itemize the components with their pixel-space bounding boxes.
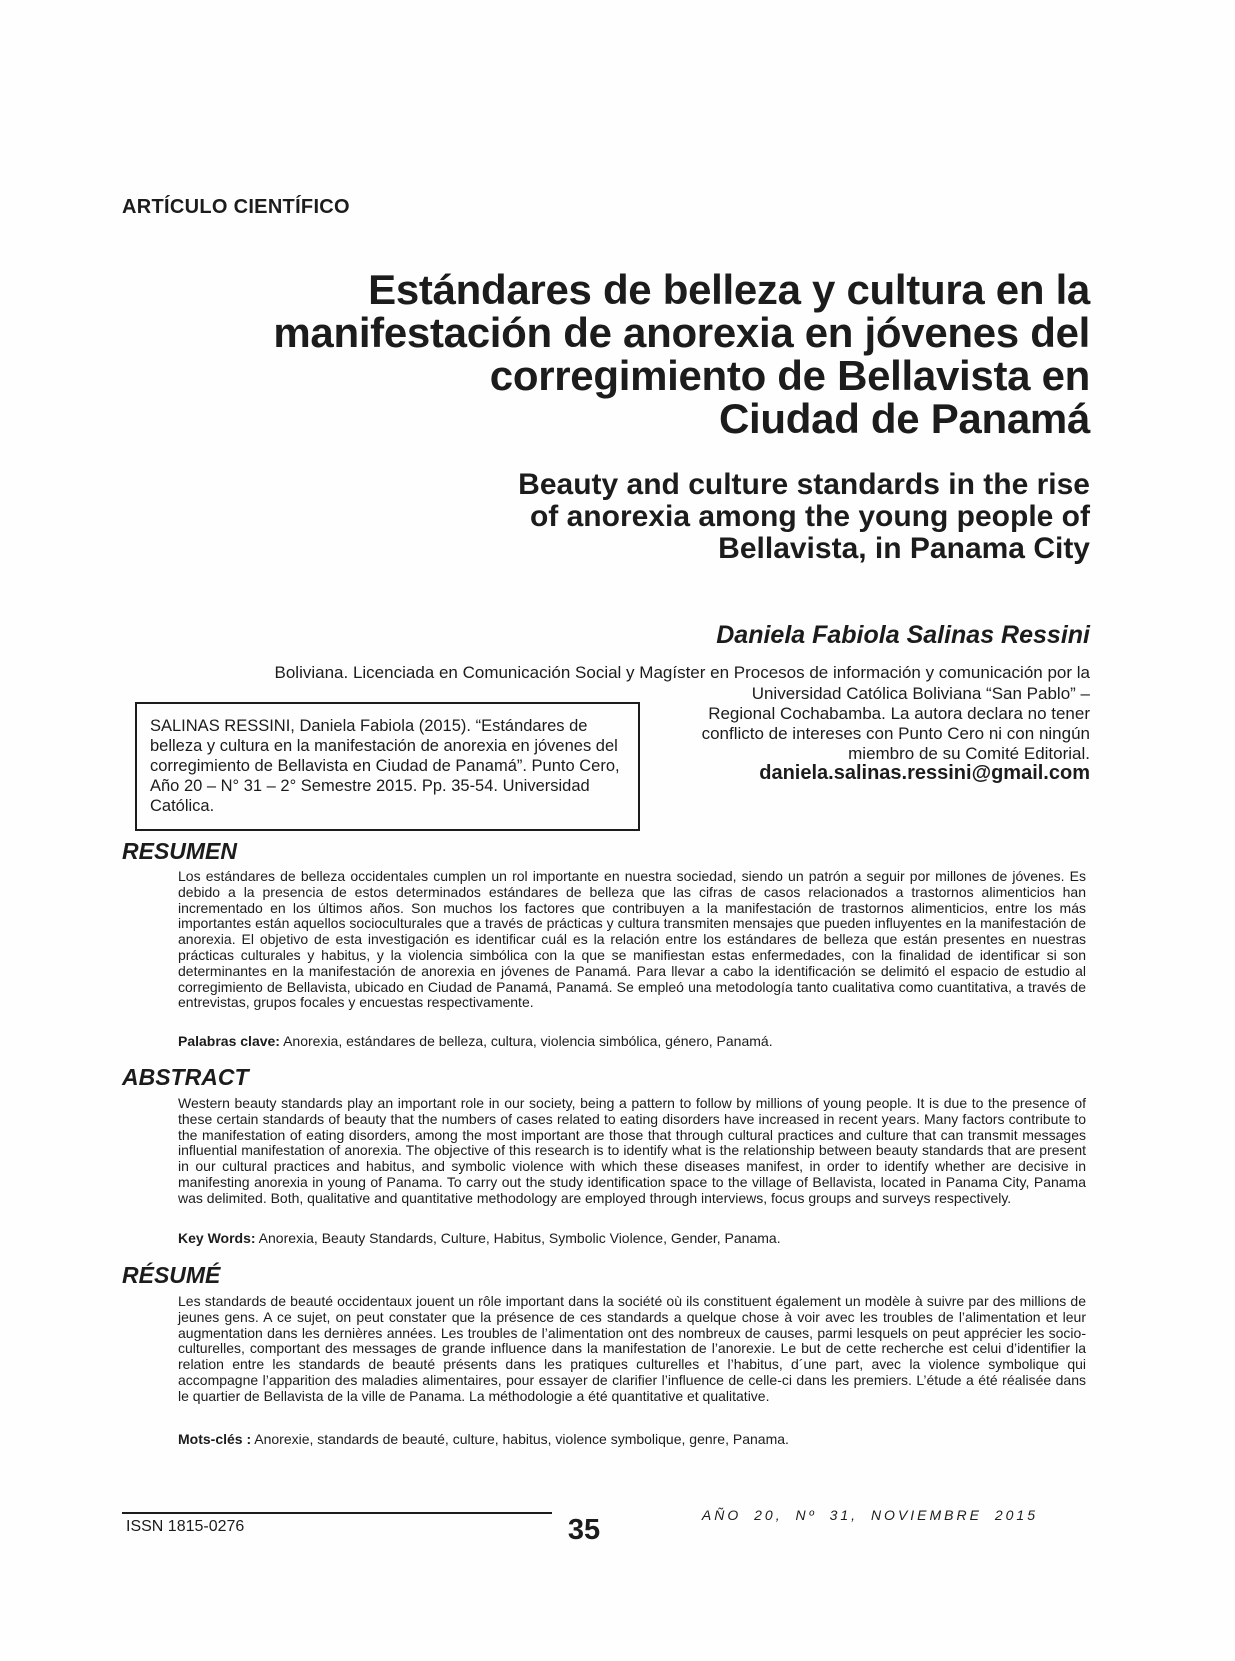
footer-divider xyxy=(122,1512,552,1514)
section-heading-resumen: RESUMEN xyxy=(122,838,238,864)
title-line: Bellavista, in Panama City xyxy=(718,532,1090,565)
article-type-label: ARTÍCULO CIENTÍFICO xyxy=(122,196,350,218)
section-heading-resume: RÉSUMÉ xyxy=(122,1262,221,1288)
keywords-resumen xyxy=(178,1034,1086,1050)
keywords-label: Key Words: xyxy=(178,1230,256,1246)
article-title-spanish xyxy=(273,268,1090,440)
issn-label: ISSN 1815-0276 xyxy=(126,1518,245,1535)
issue-info: AÑO 20, Nº 31, NOVIEMBRE 2015 xyxy=(701,1507,1038,1523)
title-line: manifestación de anorexia en jóvenes del xyxy=(273,309,1090,356)
title-line: corregimiento de Bellavista en xyxy=(489,352,1090,399)
author-email: daniela.salinas.ressini@gmail.com xyxy=(759,762,1090,784)
author-bio-intro: Boliviana. Licenciada en Comunicación Social y Magíster en Procesos de información y comunicación por la xyxy=(274,663,1090,682)
page-number: 35 xyxy=(567,1514,601,1546)
keywords-resume xyxy=(178,1432,1086,1448)
keywords-text: Anorexia, estándares de belleza, cultura, violencia simbólica, género, Panamá. xyxy=(279,1033,773,1049)
section-body-resume: Les standards de beauté occidentaux jouent un rôle important dans la société où ils constituent également un modèle à suivre par des millions de jeunes gens. A ce sujet, on peut constater que la présence de ces standards a quelque chose à voir avec les troubles de l’alimentation et leur augmentation dans les dernières années. Les troubles de l’alimentation ont des nombreux de causes, parmi lesquels on peut apprécier les socio-culturelles, comportant des messages de grande influence dans la manifestation de l’anorexie. Le but de cette recherche est celui d’identifier la relation entre les standards de beauté présents dans les pratiques culturelles et l’habitus, d´une part, avec la violence symbolique qui accompagne l’apparition des maladies alimentaires, pour essayer de clarifier l’influence de celle-ci dans les premiers. L’étude a été réalisée dans le quartier de Bellavista de la ville de Panama. La méthodologie a été quantitative et qualitative. xyxy=(178,1293,1086,1404)
author-bio-continued: Universidad Católica Boliviana “San Pablo” – Regional Cochabamba. La autora declara no tener conflicto de intereses con Punto Cero ni con ningún miembro de su Comité Editorial. xyxy=(701,684,1090,763)
keywords-label: Palabras clave: xyxy=(178,1033,280,1049)
author-name: Daniela Fabiola Salinas Ressini xyxy=(716,621,1090,649)
keywords-text: Anorexie, standards de beauté, culture, habitus, violence symbolique, genre, Panama. xyxy=(251,1431,789,1447)
section-body-resumen: Los estándares de belleza occidentales cumplen un rol importante en nuestra sociedad, siendo un patrón a seguir por millones de jóvenes. Es debido a la presencia de estos determinados estándares de belleza que las cifras de casos relacionados a trastornos alimenticios han incrementado en los últimos años. Son muchos los factores que contribuyen a la manifestación de trastornos alimenticios, entre los más importantes están aquellos socioculturales que a través de prácticas y cultura transmiten mensajes que pueden influyentes en la manifestación de anorexia. El objetivo de esta investigación es identificar cuál es la relación entre los estándares de belleza que están presentes en nuestras prácticas culturales y habitus, y la violencia simbólica con la que se manifiestan estas enfermedades, con la finalidad de identificar si son determinantes en la manifestación de anorexia en jóvenes de Panamá. Para llevar a cabo la identificación se delimitó el espacio de estudio al corregimiento de Bellavista, ubicado en Ciudad de Panamá, Panamá. Se empleó una metodología tanto cualitativa como cuantitativa, a través de entrevistas, grupos focales y encuestas respectivamente. xyxy=(178,868,1086,1011)
title-line: Beauty and culture standards in the rise xyxy=(518,468,1090,501)
citation-text: SALINAS RESSINI, Daniela Fabiola (2015). “Estándares de belleza y cultura en la manifestación de anorexia en jóvenes del corregimiento de Bellavista en Ciudad de Panamá”. Punto Cero, Año 20 – N° 31 – 2° Semestre 2015. Pp. 35-54. Universidad Católica. xyxy=(150,717,620,815)
keywords-text: Anorexia, Beauty Standards, Culture, Habitus, Symbolic Violence, Gender, Panama. xyxy=(255,1230,781,1246)
title-line: of anorexia among the young people of xyxy=(529,500,1090,533)
title-line: Ciudad de Panamá xyxy=(719,395,1090,442)
title-line: Estándares de belleza y cultura en la xyxy=(368,266,1090,313)
citation-box xyxy=(135,702,640,831)
section-body-abstract: Western beauty standards play an important role in our society, being a pattern to follow by millions of young people. It is due to the presence of these certain standards of beauty that the numbers of cases related to eating disorders have increased in recent years. Many factors contribute to the manifestation of eating disorders, among the most important are those that through cultural practices and culture that can transmit messages influential manifestation of anorexia. The objective of this research is to identify what is the relationship between beauty standards that are present in our cultural practices and habitus, and symbolic violence with which these diseases manifest, in order to identify whether are decisive in manifesting anorexia in young of Panama. To carry out the study identification space to the village of Bellavista, located in Panama City, Panama was delimited. Both, qualitative and quantitative methodology are employed through interviews, focus groups and surveys respectively. xyxy=(178,1095,1086,1206)
keywords-label: Mots-clés : xyxy=(178,1431,252,1447)
section-heading-abstract: ABSTRACT xyxy=(122,1064,249,1090)
keywords-abstract xyxy=(178,1231,1086,1247)
article-title-english xyxy=(518,469,1090,565)
